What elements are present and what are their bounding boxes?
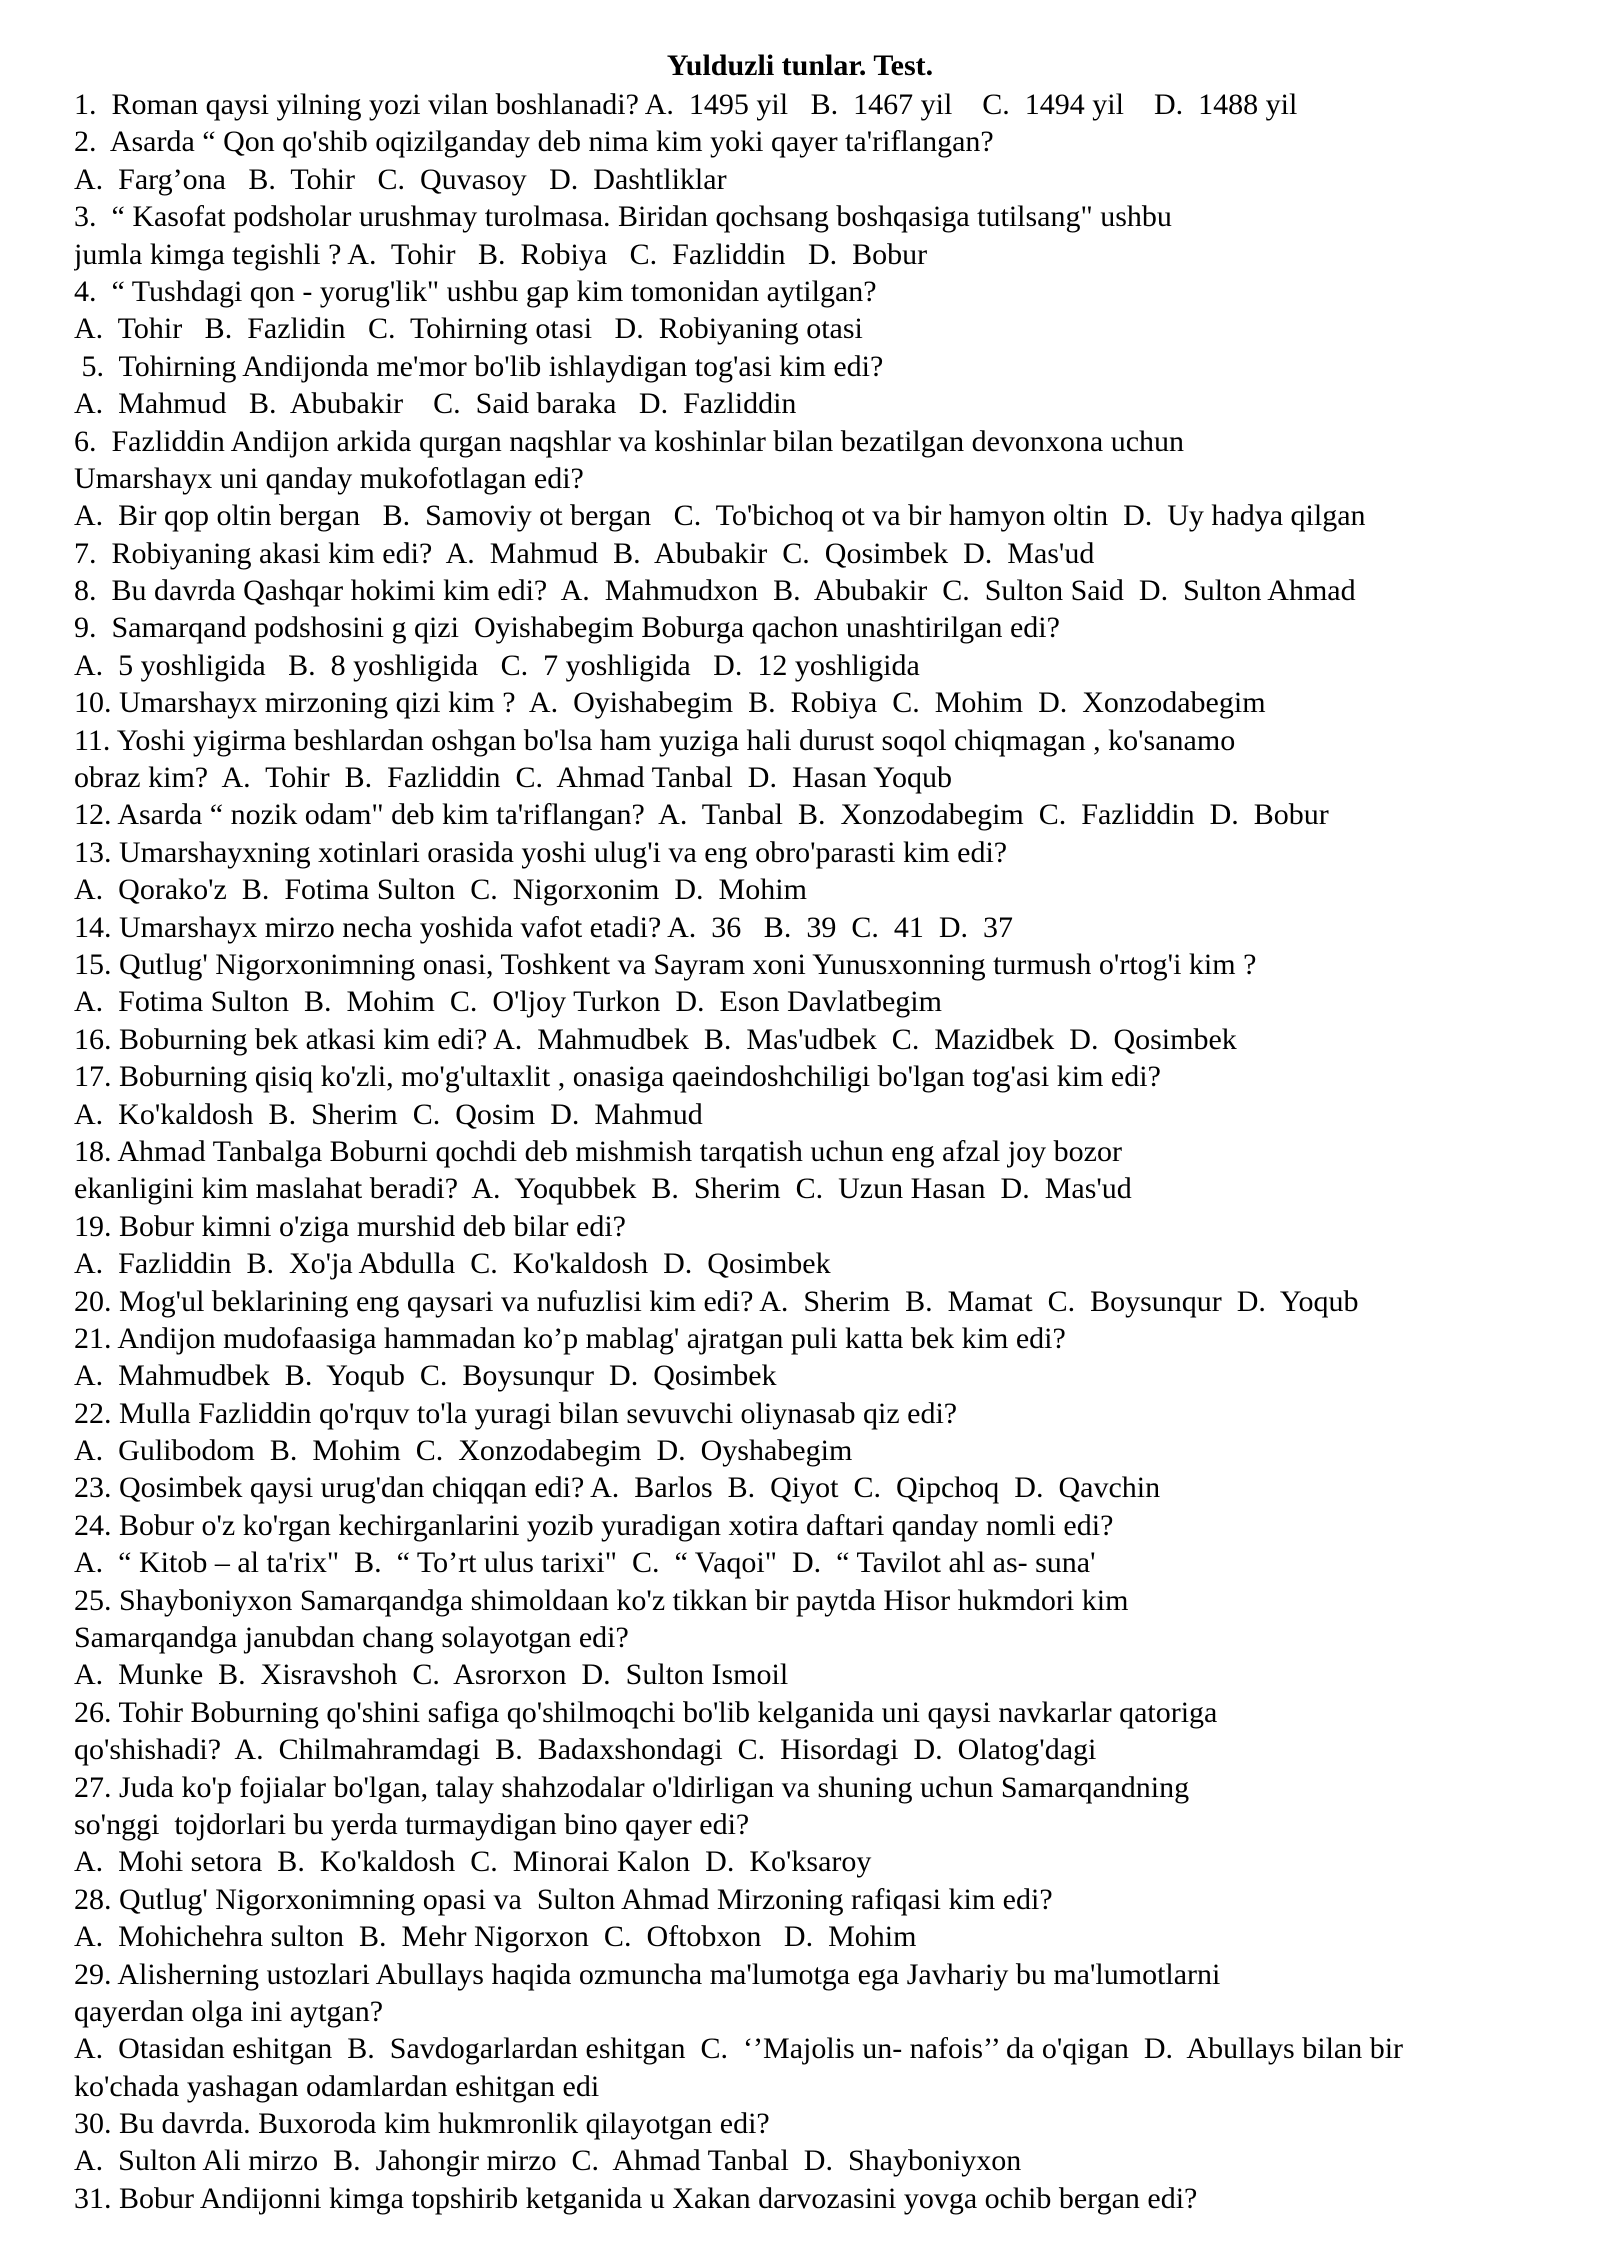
text-line: A. Tohir B. Fazlidin C. Tohirning otasi D. Robiyaning otasi bbox=[74, 312, 863, 346]
text-line: 13. Umarshayxning xotinlari orasida yoshi ulug'i va eng obro'parasti kim edi? bbox=[74, 835, 1008, 869]
text-line: 24. Bobur o'z ko'rgan kechirganlarini yozib yuradigan xotira daftari qanday nomli edi? bbox=[74, 1508, 1114, 1542]
text-line: A. Fazliddin B. Xo'ja Abdulla C. Ko'kaldosh D. Qosimbek bbox=[74, 1247, 831, 1281]
text-line: 28. Qutlug' Nigorxonimning opasi va Sulton Ahmad Mirzoning rafiqasi kim edi? bbox=[74, 1882, 1053, 1916]
text-line: A. 5 yoshligida B. 8 yoshligida C. 7 yoshligida D. 12 yoshligida bbox=[74, 648, 920, 682]
text-line: 21. Andijon mudofaasiga hammadan ko’p mablag' ajratgan puli katta bek kim edi? bbox=[74, 1321, 1066, 1355]
text-line: obraz kim? A. Tohir B. Fazliddin C. Ahmad Tanbal D. Hasan Yoqub bbox=[74, 761, 952, 795]
text-line: A. Bir qop oltin bergan B. Samoviy ot bergan C. To'bichoq ot va bir hamyon oltin D. Uy hadya qilgan bbox=[74, 499, 1366, 533]
text-line: qayerdan olga ini aytgan? bbox=[74, 1994, 384, 2028]
text-line: Samarqandga janubdan chang solayotgan edi? bbox=[74, 1621, 629, 1655]
text-line: A. Gulibodom B. Mohim C. Xonzodabegim D. Oyshabegim bbox=[74, 1434, 853, 1468]
text-line: 25. Shayboniyxon Samarqandga shimoldaan ko'z tikkan bir paytda Hisor hukmdori kim bbox=[74, 1583, 1129, 1617]
text-line: 17. Boburning qisiq ko'zli, mo'g'ultaxlit , onasiga qaeindoshchiligi bo'lgan tog'asi kim edi? bbox=[74, 1060, 1161, 1094]
text-line: 14. Umarshayx mirzo necha yoshida vafot etadi? A. 36 B. 39 C. 41 D. 37 bbox=[74, 910, 1013, 944]
text-line: ko'chada yashagan odamlardan eshitgan edi bbox=[74, 2069, 600, 2103]
text-line: A. Munke B. Xisravshoh C. Asrorxon D. Sulton Ismoil bbox=[74, 1658, 789, 1692]
text-line: 23. Qosimbek qaysi urug'dan chiqqan edi? A. Barlos B. Qiyot C. Qipchoq D. Qavchin bbox=[74, 1471, 1161, 1505]
text-line: A. Otasidan eshitgan B. Savdogarlardan eshitgan C. ‘’Majolis un- nafois’’ da o'qigan D. Abullays bilan bir bbox=[74, 2032, 1404, 2066]
text-line: 7. Robiyaning akasi kim edi? A. Mahmud B. Abubakir C. Qosimbek D. Mas'ud bbox=[74, 536, 1095, 570]
text-line: 30. Bu davrda. Buxoroda kim hukmronlik qilayotgan edi? bbox=[74, 2107, 770, 2141]
text-line: 8. Bu davrda Qashqar hokimi kim edi? A. Mahmudxon B. Abubakir C. Sulton Said D. Sulton Ahmad bbox=[74, 574, 1356, 608]
text-line: A. Mohichehra sulton B. Mehr Nigorxon C. Oftobxon D. Mohim bbox=[74, 1920, 917, 1954]
text-line: 15. Qutlug' Nigorxonimning onasi, Toshkent va Sayram xoni Yunusxonning turmush o'rtog'i kim ? bbox=[74, 947, 1257, 981]
text-line: A. Farg’ona B. Tohir C. Quvasoy D. Dashtliklar bbox=[74, 162, 727, 196]
text-line: Umarshayx uni qanday mukofotlagan edi? bbox=[74, 461, 584, 495]
text-line: A. Ko'kaldosh B. Sherim C. Qosim D. Mahmud bbox=[74, 1097, 703, 1131]
text-line: 1. Roman qaysi yilning yozi vilan boshlanadi? A. 1495 yil B. 1467 yil C. 1494 yil D. 1488 yil bbox=[74, 88, 1298, 121]
text-line: 9. Samarqand podshosini g qizi Oyishabegim Boburga qachon unashtirilgan edi? bbox=[74, 611, 1060, 645]
text-line: A. Mahmud B. Abubakir C. Said baraka D. Fazliddin bbox=[74, 387, 797, 421]
text-line: A. Mahmudbek B. Yoqub C. Boysunqur D. Qosimbek bbox=[74, 1359, 777, 1393]
text-line: 18. Ahmad Tanbalga Boburni qochdi deb mishmish tarqatish uchun eng afzal joy bozor bbox=[74, 1134, 1122, 1168]
text-line: 10. Umarshayx mirzoning qizi kim ? A. Oyishabegim B. Robiya C. Mohim D. Xonzodabegim bbox=[74, 686, 1266, 720]
text-line: A. Mohi setora B. Ko'kaldosh C. Minorai Kalon D. Ko'ksaroy bbox=[74, 1845, 872, 1879]
text-line: jumla kimga tegishli ? A. Tohir B. Robiya C. Fazliddin D. Bobur bbox=[74, 237, 928, 271]
question-list bbox=[74, 86, 1574, 2217]
text-line: 27. Juda ko'p fojialar bo'lgan, talay shahzodalar o'ldirligan va shuning uchun Samarqandning bbox=[74, 1770, 1190, 1804]
document-title: Yulduzli tunlar. Test. bbox=[666, 49, 934, 82]
text-line: so'nggi tojdorlari bu yerda turmaydigan bino qayer edi? bbox=[74, 1807, 750, 1841]
text-line: 31. Bobur Andijonni kimga topshirib ketganida u Xakan darvozasini yovga ochib bergan edi? bbox=[74, 2181, 1198, 2215]
text-line: 26. Tohir Boburning qo'shini safiga qo'shilmoqchi bo'lib kelganida uni qaysi navkarlar qatoriga bbox=[74, 1695, 1218, 1729]
text-line: A. Sulton Ali mirzo B. Jahongir mirzo C. Ahmad Tanbal D. Shayboniyxon bbox=[74, 2144, 1022, 2178]
text-line: 22. Mulla Fazliddin qo'rquv to'la yuragi bilan sevuvchi oliynasab qiz edi? bbox=[74, 1396, 958, 1430]
text-line: A. Fotima Sulton B. Mohim C. O'ljoy Turkon D. Eson Davlatbegim bbox=[74, 985, 942, 1019]
text-line: 12. Asarda “ nozik odam" deb kim ta'riflangan? A. Tanbal B. Xonzodabegim C. Fazliddin D. Bobur bbox=[74, 798, 1329, 832]
text-line: ekanligini kim maslahat beradi? A. Yoqubbek B. Sherim C. Uzun Hasan D. Mas'ud bbox=[74, 1172, 1132, 1206]
text-line: 2. Asarda “ Qon qo'shib oqizilganday deb nima kim yoki qayer ta'riflangan? bbox=[74, 125, 994, 159]
text-line: 3. “ Kasofat podsholar urushmay turolmasa. Biridan qochsang boshqasiga tutilsang" ushbu bbox=[74, 200, 1172, 234]
text-line: A. Qorako'z B. Fotima Sulton C. Nigorxonim D. Mohim bbox=[74, 873, 807, 907]
text-line: 4. “ Tushdagi qon - yorug'lik" ushbu gap kim tomonidan aytilgan? bbox=[74, 274, 877, 308]
text-line: 5. Tohirning Andijonda me'mor bo'lib ishlaydigan tog'asi kim edi? bbox=[74, 349, 884, 383]
text-line: 16. Boburning bek atkasi kim edi? A. Mahmudbek B. Mas'udbek C. Mazidbek D. Qosimbek bbox=[74, 1022, 1237, 1056]
text-line: 11. Yoshi yigirma beshlardan oshgan bo'lsa ham yuziga hali durust soqol chiqmagan , ko'sanamo bbox=[74, 723, 1236, 757]
text-line: 29. Alisherning ustozlari Abullays haqida ozmuncha ma'lumotga ega Javhariy bu ma'lumotlarni bbox=[74, 1957, 1221, 1991]
text-line: 6. Fazliddin Andijon arkida qurgan naqshlar va koshinlar bilan bezatilgan devonxona uchun bbox=[74, 424, 1185, 458]
text-line: 19. Bobur kimni o'ziga murshid deb bilar edi? bbox=[74, 1209, 626, 1243]
text-line: qo'shishadi? A. Chilmahramdagi B. Badaxshondagi C. Hisordagi D. Olatog'dagi bbox=[74, 1733, 1097, 1767]
text-line: 20. Mog'ul beklarining eng qaysari va nufuzlisi kim edi? A. Sherim B. Mamat C. Boysunqur D. Yoqub bbox=[74, 1284, 1359, 1318]
text-line: A. “ Kitob – al ta'rix" B. “ To’rt ulus tarixi" C. “ Vaqoi" D. “ Tavilot ahl as- suna' bbox=[74, 1546, 1096, 1580]
